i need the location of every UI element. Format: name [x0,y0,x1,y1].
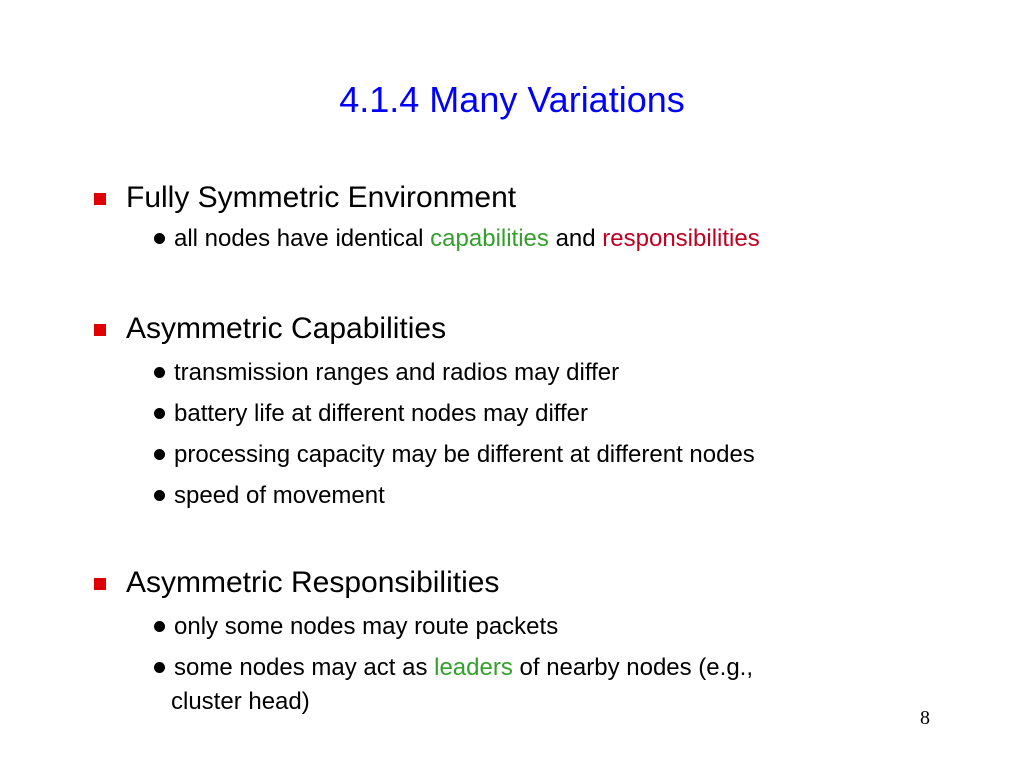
bullet-level2 [92,652,753,684]
bullet-text-part: all nodes have identical [174,225,431,252]
bullet-level2 [92,223,760,255]
dot-bullet-icon [154,662,165,673]
section-fully-symmetric [92,178,760,255]
bullet-level2 [92,611,753,643]
highlight-leaders: leaders [434,654,513,681]
page-number: 8 [920,707,930,729]
bullet-text: speed of movement [174,482,385,509]
section-asymmetric-capabilities [92,309,755,512]
bullet-text: battery life at different nodes may differ [174,400,589,427]
square-bullet-icon [94,193,106,205]
highlight-responsibilities: responsibilities [602,225,760,252]
bullet-text: transmission ranges and radios may differ [174,359,620,386]
square-bullet-icon [94,324,106,336]
section-asymmetric-responsibilities [92,563,753,718]
section-heading: Asymmetric Capabilities [126,312,447,345]
dot-bullet-icon [154,490,165,501]
section-heading: Fully Symmetric Environment [126,181,517,214]
bullet-level2 [92,398,755,430]
bullet-text-part: of nearby nodes (e.g., [512,654,753,681]
bullet-continuation [92,686,753,718]
bullet-text: cluster head) [171,688,310,715]
dot-bullet-icon [154,408,165,419]
bullet-level2 [92,480,755,512]
bullet-level2 [92,357,755,389]
dot-bullet-icon [154,449,165,460]
bullet-level1 [92,309,755,349]
bullet-text: only some nodes may route packets [174,613,559,640]
dot-bullet-icon [154,233,165,244]
section-heading: Asymmetric Responsibilities [126,566,500,599]
bullet-level1 [92,563,753,603]
square-bullet-icon [94,578,106,590]
dot-bullet-icon [154,621,165,632]
bullet-text-part: some nodes may act as [174,654,435,681]
bullet-level2 [92,439,755,471]
highlight-capabilities: capabilities [430,225,549,252]
slide-title: 4.1.4 Many Variations [339,79,685,120]
bullet-text-part: and [548,225,603,252]
dot-bullet-icon [154,367,165,378]
bullet-level1 [92,178,760,218]
bullet-text: processing capacity may be different at different nodes [174,441,755,468]
